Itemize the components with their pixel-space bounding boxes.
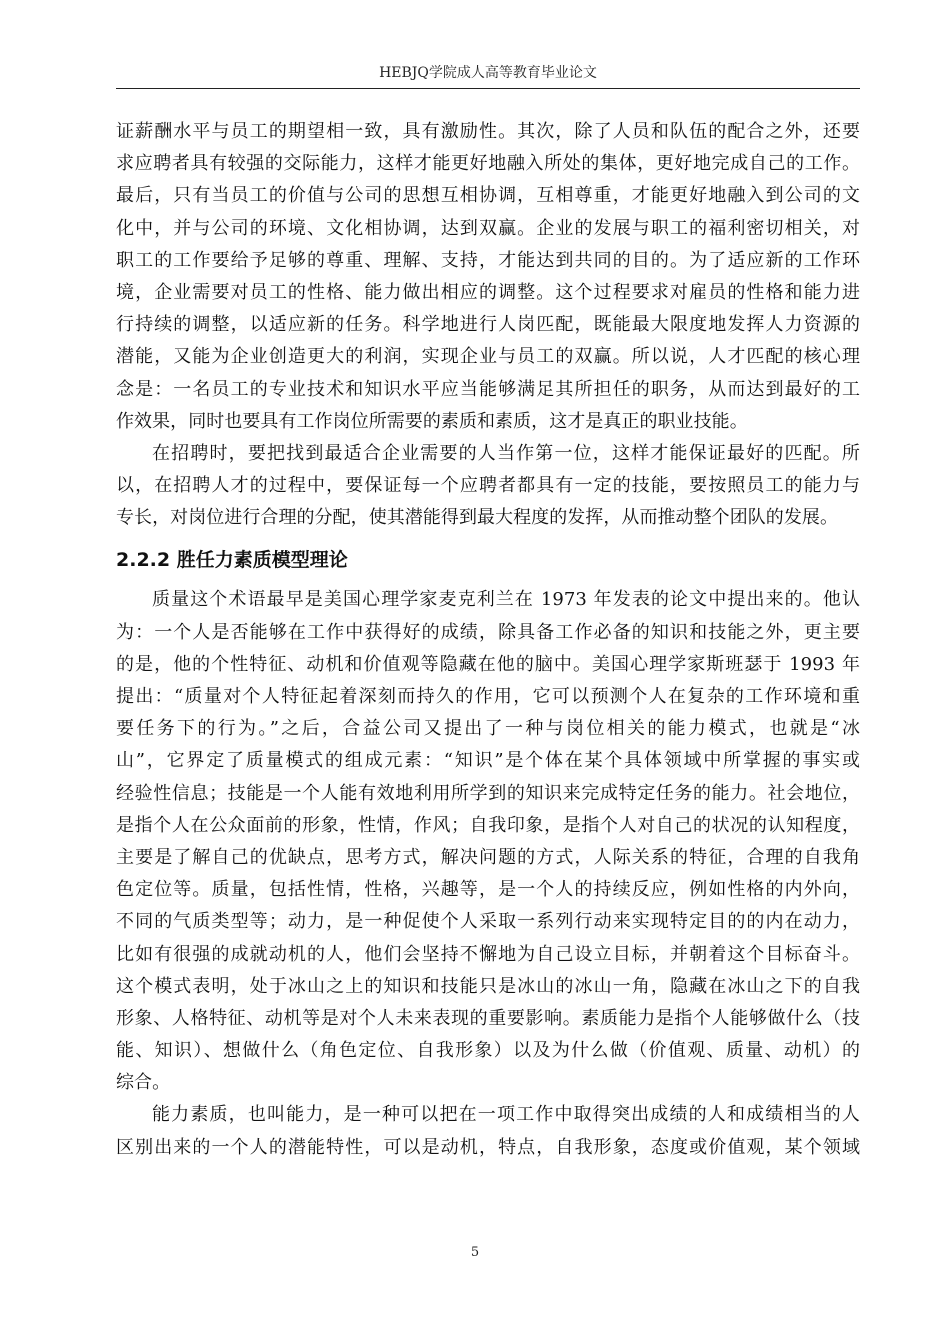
text-line: 区别出来的一个人的潜能特性，可以是动机，特点，自我形象，态度或价值观，某个领域 (116, 1136, 860, 1158)
paragraph-2 (116, 438, 860, 535)
text-line: 质量这个术语最早是美国心理学家麦克利兰在 1973 年发表的论文中提出来的。他认 (152, 589, 860, 611)
paragraph-3 (116, 584, 860, 1099)
text-line: 念是：一名员工的专业技术和知识水平应当能够满足其所担任的职务，从而达到最好的工 (116, 378, 860, 400)
text-line: 综合。 (116, 1072, 171, 1094)
text-line: 要任务下的行为。”之后，合益公司又提出了一种与岗位相关的能力模式，也就是“冰 (116, 718, 860, 740)
text-line: 求应聘者具有较强的交际能力，这样才能更好地融入所处的集体，更好地完成自己的工作。 (116, 153, 860, 175)
text-line: 职工的工作要给予足够的尊重、理解、支持，才能达到共同的目的。为了适应新的工作环 (116, 249, 860, 271)
text-line: 经验性信息；技能是一个人能有效地利用所学到的知识来完成特定任务的能力。社会地位， (116, 782, 860, 804)
text-line: 潜能，又能为企业创造更大的利润，实现企业与员工的双赢。所以说，人才匹配的核心理 (116, 346, 860, 368)
text-line: 提出：“质量对个人特征起着深刻而持久的作用，它可以预测个人在复杂的工作环境和重 (116, 686, 860, 707)
text-line: 作效果，同时也要具有工作岗位所需要的素质和素质，这才是真正的职业技能。 (116, 410, 748, 432)
text-line: 证薪酬水平与员工的期望相一致，具有激励性。其次，除了人员和队伍的配合之外，还要 (116, 121, 860, 142)
running-header: HEBJQ学院成人高等教育毕业论文 (379, 65, 597, 81)
section-heading: 2.2.2 胜任力素质模型理论 (116, 549, 348, 572)
paragraph-4 (116, 1099, 860, 1163)
text-line: 最后，只有当员工的价值与公司的思想互相协调，互相尊重，才能更好地融入到公司的文 (116, 185, 860, 207)
text-line: 能力素质，也叫能力，是一种可以把在一项工作中取得突出成绩的人和成绩相当的人 (152, 1104, 860, 1126)
text-line: 境，企业需要对员工的性格、能力做出相应的调整。这个过程要求对雇员的性格和能力进 (116, 281, 860, 303)
text-line: 这个模式表明，处于冰山之上的知识和技能只是冰山的冰山一角，隐藏在冰山之下的自我 (116, 975, 860, 997)
text-line: 比如有很强的成就动机的人，他们会坚持不懈地为自己设立目标，并朝着这个目标奋斗。 (116, 943, 860, 965)
text-line: 山”，它界定了质量模式的组成元素：“知识”是个体在某个具体领域中所掌握的事实或 (116, 750, 860, 772)
text-line: 主要是了解自己的优缺点，思考方式，解决问题的方式，人际关系的特征，合理的自我角 (116, 846, 860, 868)
text-line: 不同的气质类型等；动力，是一种促使个人采取一系列行动来实现特定目的的内在动力， (116, 911, 860, 933)
text-line: 化中，并与公司的环境、文化相协调，达到双赢。企业的发展与职工的福利密切相关，对 (116, 217, 860, 239)
text-line: 专长，对岗位进行合理的分配，使其潜能得到最大程度的发挥，从而推动整个团队的发展。 (116, 507, 838, 529)
text-line: 能、知识）、想做什么（角色定位、自我形象）以及为什么做（价值观、质量、动机）的 (116, 1040, 860, 1062)
text-line: 色定位等。质量，包括性情，性格，兴趣等，是一个人的持续反应，例如性格的内外向， (116, 879, 860, 901)
page-number: 5 (470, 1245, 480, 1260)
text-line: 的是，他的个性特征、动机和价值观等隐藏在他的脑中。美国心理学家斯班瑟于 1993 年 (116, 653, 860, 675)
header-divider (116, 88, 860, 89)
text-line: 行持续的调整，以适应新的任务。科学地进行人岗匹配，既能最大限度地发挥人力资源的 (116, 314, 860, 336)
text-line: 形象、人格特征、动机等是对个人未来表现的重要影响。素质能力是指个人能够做什么（技 (116, 1007, 860, 1029)
paragraph-1 (116, 116, 860, 438)
text-line: 以，在招聘人才的过程中，要保证每一个应聘者都具有一定的技能，要按照员工的能力与 (116, 475, 860, 497)
text-line: 为：一个人是否能够在工作中获得好的成绩，除具备工作必备的知识和技能之外，更主要 (116, 621, 860, 643)
text-line: 在招聘时，要把找到最适合企业需要的人当作第一位，这样才能保证最好的匹配。所 (152, 442, 860, 464)
text-line: 是指个人在公众面前的形象，性情，作风；自我印象，是指个人对自己的状况的认知程度， (116, 814, 860, 836)
body-text (116, 116, 860, 1164)
